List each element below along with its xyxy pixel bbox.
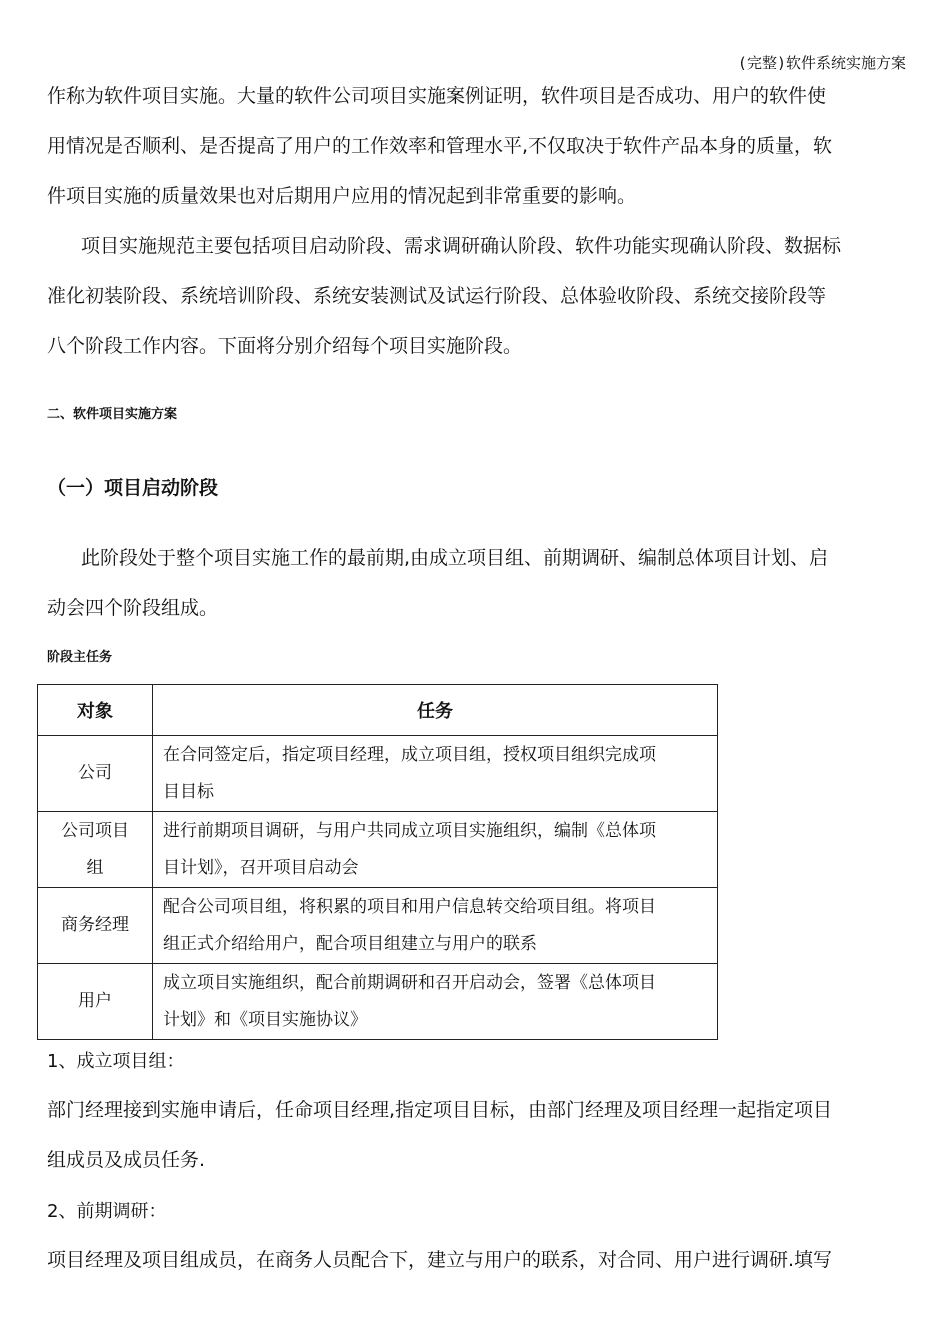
task-text: 成立项目实施组织，配合前期调研和召开启动会，签署《总体项目 xyxy=(163,972,656,993)
task-text: 计划》和《项目实施协议》 xyxy=(163,1009,367,1030)
subsection-heading: （一）项目启动阶段 xyxy=(47,477,219,499)
object-text: 公司 xyxy=(78,763,112,783)
intro-line: 用情况是否顺利、是否提高了用户的工作效率和管理水平,不仅取决于软件产品本身的质量，软 xyxy=(47,135,833,157)
object-text: 组 xyxy=(86,857,104,878)
table-row xyxy=(38,888,718,964)
section-heading: 二、软件项目实施方案 xyxy=(47,407,178,422)
object-text: 商务经理 xyxy=(61,915,129,935)
stage-intro-line: 动会四个阶段组成。 xyxy=(47,597,219,619)
intro-line: 件项目实施的质量效果也对后期用户应用的情况起到非常重要的影响。 xyxy=(47,185,637,207)
task-cell xyxy=(153,736,718,812)
scope-paragraph xyxy=(47,221,907,371)
task-text: 配合公司项目组，将积累的项目和用户信息转交给项目组。将项目 xyxy=(163,896,656,917)
intro-paragraph xyxy=(47,71,907,221)
table-row xyxy=(38,812,718,888)
step-line: 项目经理及项目组成员，在商务人员配合下，建立与用户的联系，对合同、用户进行调研.填写 xyxy=(47,1249,833,1271)
table-row xyxy=(38,736,718,812)
task-cell xyxy=(153,812,718,888)
table-caption: 阶段主任务 xyxy=(47,650,113,665)
object-cell xyxy=(38,964,153,1040)
task-text: 目计划》，召开项目启动会 xyxy=(163,857,359,878)
intro-line: 作称为软件项目实施。大量的软件公司项目实施案例证明，软件项目是否成功、用户的软件使 xyxy=(47,85,827,107)
table-header-row xyxy=(38,685,718,736)
step-heading: 2、前期调研： xyxy=(47,1201,167,1222)
running-header: (完整)软件系统实施方案 xyxy=(737,54,906,72)
task-text: 在合同签定后，指定项目经理，成立项目组，授权项目组织完成项 xyxy=(163,744,656,765)
object-cell xyxy=(38,736,153,812)
task-text: 组正式介绍给用户，配合项目组建立与用户的联系 xyxy=(163,933,537,954)
object-cell xyxy=(38,888,153,964)
stage-intro-paragraph xyxy=(47,533,907,633)
table-row xyxy=(38,964,718,1040)
step-heading: 1、成立项目组： xyxy=(47,1051,185,1072)
task-text: 进行前期项目调研，与用户共同成立项目实施组织，编制《总体项 xyxy=(163,820,656,841)
object-text: 公司项目 xyxy=(61,820,129,841)
step-paragraph xyxy=(47,1085,907,1185)
task-cell xyxy=(153,964,718,1040)
task-cell xyxy=(153,888,718,964)
scope-line: 项目实施规范主要包括项目启动阶段、需求调研确认阶段、软件功能实现确认阶段、数据标 xyxy=(81,235,842,257)
column-header-task: 任务 xyxy=(153,685,718,736)
step-line: 组成员及成员任务. xyxy=(47,1149,206,1171)
scope-line: 准化初装阶段、系统培训阶段、系统安装测试及试运行阶段、总体验收阶段、系统交接阶段等 xyxy=(47,285,827,307)
stage-task-table xyxy=(37,684,718,1040)
task-text: 目目标 xyxy=(163,781,214,802)
scope-line: 八个阶段工作内容。下面将分别介绍每个项目实施阶段。 xyxy=(47,335,523,357)
object-cell xyxy=(38,812,153,888)
step-line: 部门经理接到实施申请后，任命项目经理,指定项目目标，由部门经理及项目经理一起指定项目 xyxy=(47,1099,833,1121)
object-text: 用户 xyxy=(78,991,112,1011)
step-paragraph xyxy=(47,1235,907,1285)
stage-intro-line: 此阶段处于整个项目实施工作的最前期,由成立项目组、前期调研、编制总体项目计划、启 xyxy=(81,547,829,569)
column-header-object: 对象 xyxy=(38,685,153,736)
